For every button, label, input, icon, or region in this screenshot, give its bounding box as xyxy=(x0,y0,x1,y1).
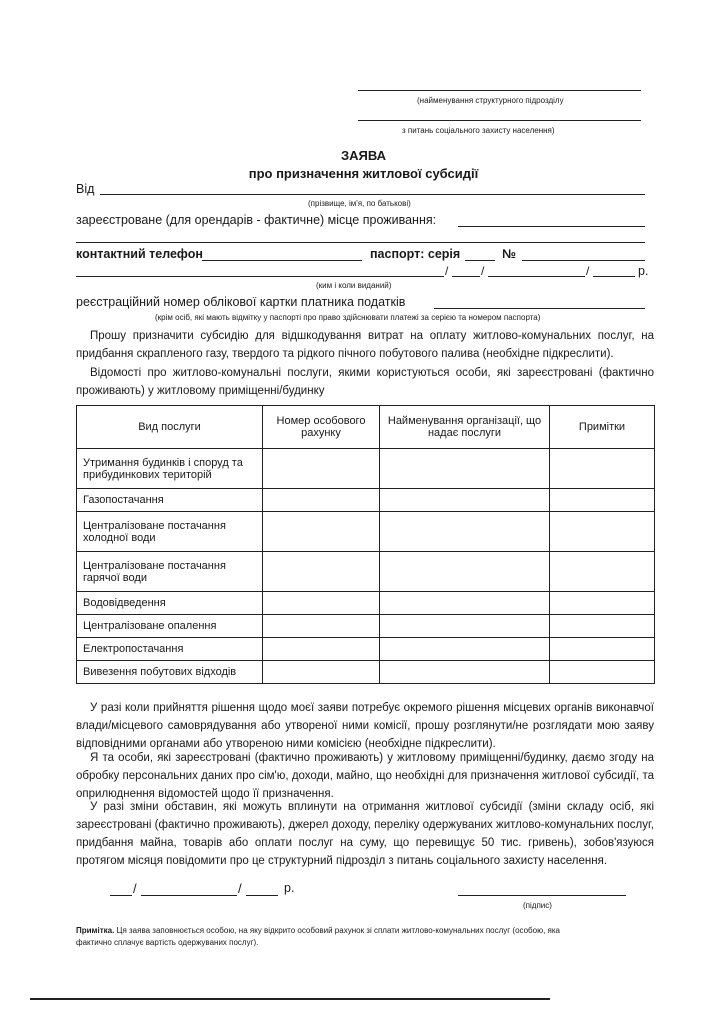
notes-cell[interactable] xyxy=(550,489,655,512)
header-line-1[interactable] xyxy=(358,90,641,91)
organization-cell[interactable] xyxy=(380,592,550,615)
residence-field-1[interactable] xyxy=(458,226,645,227)
account-cell[interactable] xyxy=(263,615,380,638)
service-name: Газопостачання xyxy=(77,489,263,512)
sign-date-suffix: р. xyxy=(284,881,295,895)
passport-number-field[interactable] xyxy=(522,260,645,261)
col-header-notes: Примітки xyxy=(550,406,655,449)
residence-label: зареєстроване (для орендарів - фактичне) місце проживання: xyxy=(76,213,437,227)
organization-cell[interactable] xyxy=(380,489,550,512)
header-caption-1: (найменування структурного підрозділу xyxy=(417,96,564,105)
service-name: Централізоване постачання холодної води xyxy=(77,512,263,552)
table-row xyxy=(77,552,655,592)
signature-caption: (підпис) xyxy=(523,901,552,910)
tax-number-field[interactable] xyxy=(434,308,645,309)
organization-cell[interactable] xyxy=(380,449,550,489)
notes-cell[interactable] xyxy=(550,449,655,489)
notes-cell[interactable] xyxy=(550,661,655,684)
footnote-text: Ця заява заповнюється особою, на яку відкрито особовий рахунок зі сплати житлово-комунальних послуг (особою, яка фактично сплачує вартість одержуваних послуг). xyxy=(76,926,560,947)
bottom-rule xyxy=(30,998,550,1000)
issued-year-field[interactable] xyxy=(593,276,635,277)
from-field[interactable] xyxy=(100,194,645,195)
doc-subtitle: про призначення житлової субсидії xyxy=(248,166,479,181)
service-name: Вивезення побутових відходів xyxy=(77,661,263,684)
footnote xyxy=(76,925,576,949)
issued-day-field[interactable] xyxy=(452,276,480,277)
table-row xyxy=(77,512,655,552)
organization-cell[interactable] xyxy=(380,661,550,684)
phone-label: контактний телефон xyxy=(76,247,203,261)
consent-paragraph: Я та особи, які зареєстровані (фактично проживають) у житловому приміщенні/будинку, даємо згоду на обробку персональних даних про сім'ю, доходи, майно, що необхідні для призначення житлової субсидії, та оприлюднення відомостей щодо її призначення. xyxy=(76,752,654,800)
account-cell[interactable] xyxy=(263,552,380,592)
account-cell[interactable] xyxy=(263,638,380,661)
account-cell[interactable] xyxy=(263,661,380,684)
tax-label: реєстраційний номер облікової картки платника податків xyxy=(76,295,406,309)
doc-title: ЗАЯВА xyxy=(340,148,386,163)
sign-day-field[interactable] xyxy=(110,895,132,896)
account-cell[interactable] xyxy=(263,512,380,552)
request-paragraph: Прошу призначити субсидію для відшкодування витрат на оплату житлово-комунальних послуг, на придбання скрапленого газу, твердого та рідкого пічного побутового палива (необхідне підкреслити). xyxy=(76,330,654,360)
organization-cell[interactable] xyxy=(380,512,550,552)
passport-number-label: № xyxy=(502,247,516,261)
passport-series-field[interactable] xyxy=(465,260,495,261)
service-name: Централізоване постачання гарячої води xyxy=(77,552,263,592)
residence-field-2[interactable] xyxy=(76,242,645,243)
service-name: Електропостачання xyxy=(77,638,263,661)
col-header-organization: Найменування організації, що надає послуги xyxy=(380,406,550,449)
account-cell[interactable] xyxy=(263,592,380,615)
notes-cell[interactable] xyxy=(550,512,655,552)
table-header-row xyxy=(77,406,655,449)
header-line-2[interactable] xyxy=(358,120,641,121)
col-header-service: Вид послуги xyxy=(77,406,263,449)
signature-field[interactable] xyxy=(458,895,626,896)
service-name: Утримання будинків і споруд та прибудинкових територій xyxy=(77,449,263,489)
notes-cell[interactable] xyxy=(550,615,655,638)
decision-paragraph: У разі коли прийняття рішення щодо моєї заяви потребує окремого рішення місцевих органів виконавчої влади/місцевого самоврядування або утвореної ними комісії, прошу розглянути/не розглядати мою заяву відповідними органами або утвореною ними комісією (необхідне підкреслити). xyxy=(76,702,654,750)
account-cell[interactable] xyxy=(263,489,380,512)
organization-cell[interactable] xyxy=(380,615,550,638)
services-table xyxy=(76,405,655,684)
table-row xyxy=(77,489,655,512)
services-intro: Відомості про житлово-комунальні послуги, якими користуються особи, які зареєстровані (фактично проживають) у житловому приміщенні/будинку xyxy=(76,367,654,397)
notes-cell[interactable] xyxy=(550,552,655,592)
col-header-account: Номер особового рахунку xyxy=(263,406,380,449)
table-row xyxy=(77,661,655,684)
header-caption-2: з питань соціального захисту населення) xyxy=(402,126,555,135)
issued-month-field[interactable] xyxy=(488,276,585,277)
sign-year-field[interactable] xyxy=(246,895,278,896)
table-row xyxy=(77,638,655,661)
footnote-label: Примітка. xyxy=(76,926,115,935)
service-name: Водовідведення xyxy=(77,592,263,615)
organization-cell[interactable] xyxy=(380,552,550,592)
from-label: Від xyxy=(76,182,95,196)
tax-note: (крім осіб, які мають відмітку у паспорті про право здійснювати платежі за серією та номером паспорта) xyxy=(155,313,541,322)
issued-by-field[interactable] xyxy=(76,276,444,277)
table-row xyxy=(77,449,655,489)
issued-caption: (ким і коли виданий) xyxy=(316,281,392,290)
sign-month-field[interactable] xyxy=(141,895,237,896)
notes-cell[interactable] xyxy=(550,592,655,615)
passport-label: паспорт: серія xyxy=(370,247,461,261)
changes-paragraph: У разі зміни обставин, які можуть вплинути на отримання житлової субсидії (зміни складу осіб, які зареєстровані (фактично проживають), джерел доходу, переліку одержуваних житлово-комунальних послуг, придбання майна, товарів або оплати послуг на суму, що перевищує 50 тис. гривень), зобов'язуюся протягом місяця повідомити про це структурний підрозділ з питань соціального захисту населення. xyxy=(76,801,654,867)
year-suffix: р. xyxy=(638,264,649,278)
table-row xyxy=(77,592,655,615)
account-cell[interactable] xyxy=(263,449,380,489)
service-name: Централізоване опалення xyxy=(77,615,263,638)
from-caption: (прізвище, ім'я, по батькові) xyxy=(308,199,411,208)
table-row xyxy=(77,615,655,638)
phone-field[interactable] xyxy=(202,260,362,261)
organization-cell[interactable] xyxy=(380,638,550,661)
notes-cell[interactable] xyxy=(550,638,655,661)
